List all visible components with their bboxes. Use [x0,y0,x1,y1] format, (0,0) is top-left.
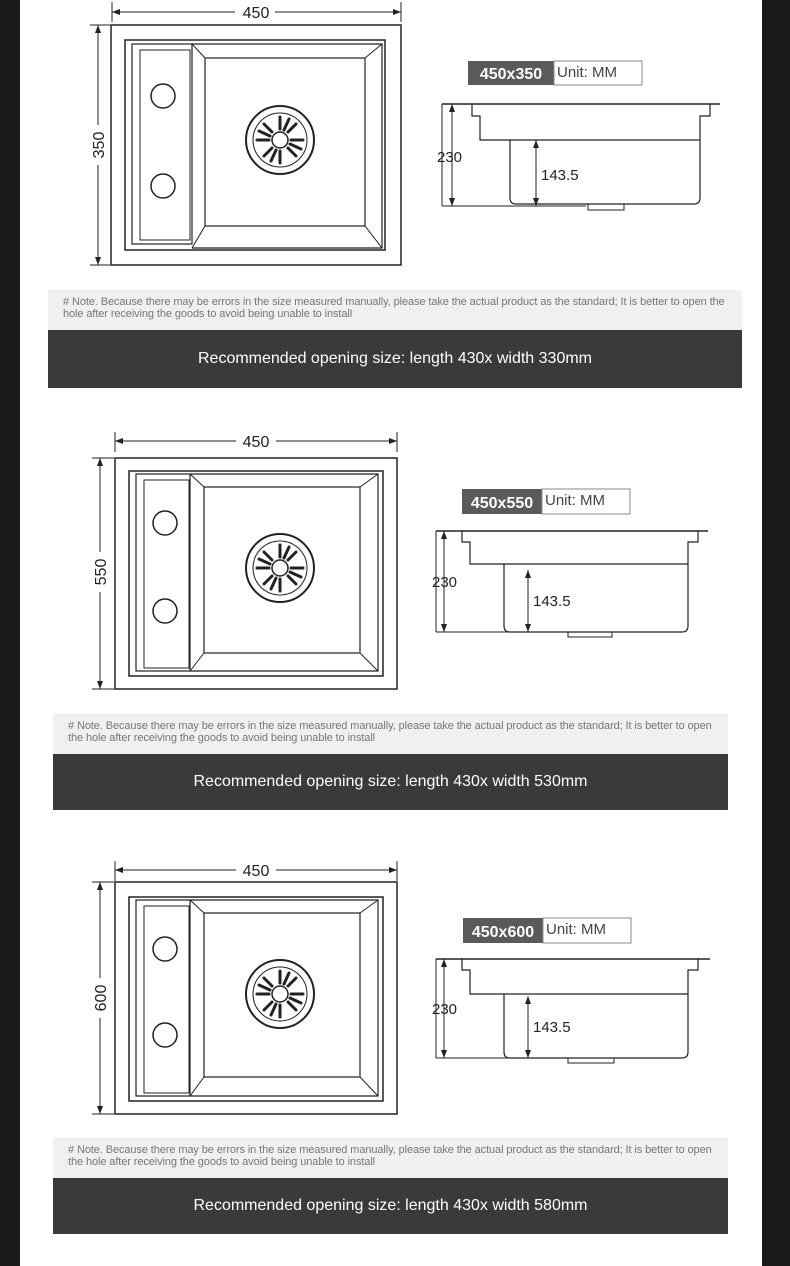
depth-label: 143.5 [533,1019,571,1036]
drain-strainer-icon [246,106,314,174]
unit-label: Unit: MM [557,64,617,81]
width-dimension [115,861,397,881]
unit-label: Unit: MM [546,921,606,938]
sink-drawing [20,0,762,290]
width-dimension [115,432,397,452]
height-label: 230 [437,149,463,166]
length-label: 350 [91,131,108,159]
width-label: 450 [242,863,270,880]
drain-strainer-icon [246,960,314,1028]
faucet-hole [153,599,177,623]
sink-top-view [115,882,397,1114]
width-dimension [112,2,401,22]
height-label: 230 [432,1001,458,1018]
faucet-hole [153,1023,177,1047]
spec-sheet [20,0,762,1266]
recommended-size-banner: Recommended opening size: length 430x width 330mm [48,330,742,388]
length-label: 600 [93,984,110,1012]
faucet-hole [153,511,177,535]
sink-drawing [20,848,762,1138]
length-dimension [90,25,110,265]
width-label: 450 [242,5,270,22]
length-dimension [92,882,114,1114]
drain-strainer-icon [246,534,314,602]
depth-label: 143.5 [541,167,579,184]
sink-spec-450x550 [20,424,762,844]
size-badge-label: 450x600 [471,924,535,941]
sink-drawing [20,424,762,714]
length-dimension [92,458,114,689]
sink-spec-450x600 [20,848,762,1266]
faucet-hole [153,937,177,961]
size-badge-label: 450x350 [479,66,543,83]
width-label: 450 [242,434,270,451]
sink-top-view [111,25,401,265]
height-label: 230 [432,574,458,591]
recommended-size-banner: Recommended opening size: length 430x width 530mm [53,754,728,810]
sink-top-view [115,458,397,689]
unit-label: Unit: MM [545,492,605,509]
depth-label: 143.5 [533,593,571,610]
faucet-hole [151,84,175,108]
install-note: # Note. Because there may be errors in the size measured manually, please take the actual product as the standard; It is better to open the hole after receiving the goods to avoid being unable to install [53,1138,728,1178]
install-note: # Note. Because there may be errors in the size measured manually, please take the actual product as the standard; It is better to open the hole after receiving the goods to avoid being unable to install [48,290,742,330]
install-note: # Note. Because there may be errors in the size measured manually, please take the actual product as the standard; It is better to open the hole after receiving the goods to avoid being unable to install [53,714,728,754]
faucet-hole [151,174,175,198]
sink-side-view [436,531,708,637]
sink-side-view [436,959,710,1063]
size-badge-label: 450x550 [470,495,534,512]
sink-side-view [442,104,720,210]
length-label: 550 [93,558,110,586]
sink-spec-450x350 [20,0,762,420]
recommended-size-banner: Recommended opening size: length 430x width 580mm [53,1178,728,1234]
